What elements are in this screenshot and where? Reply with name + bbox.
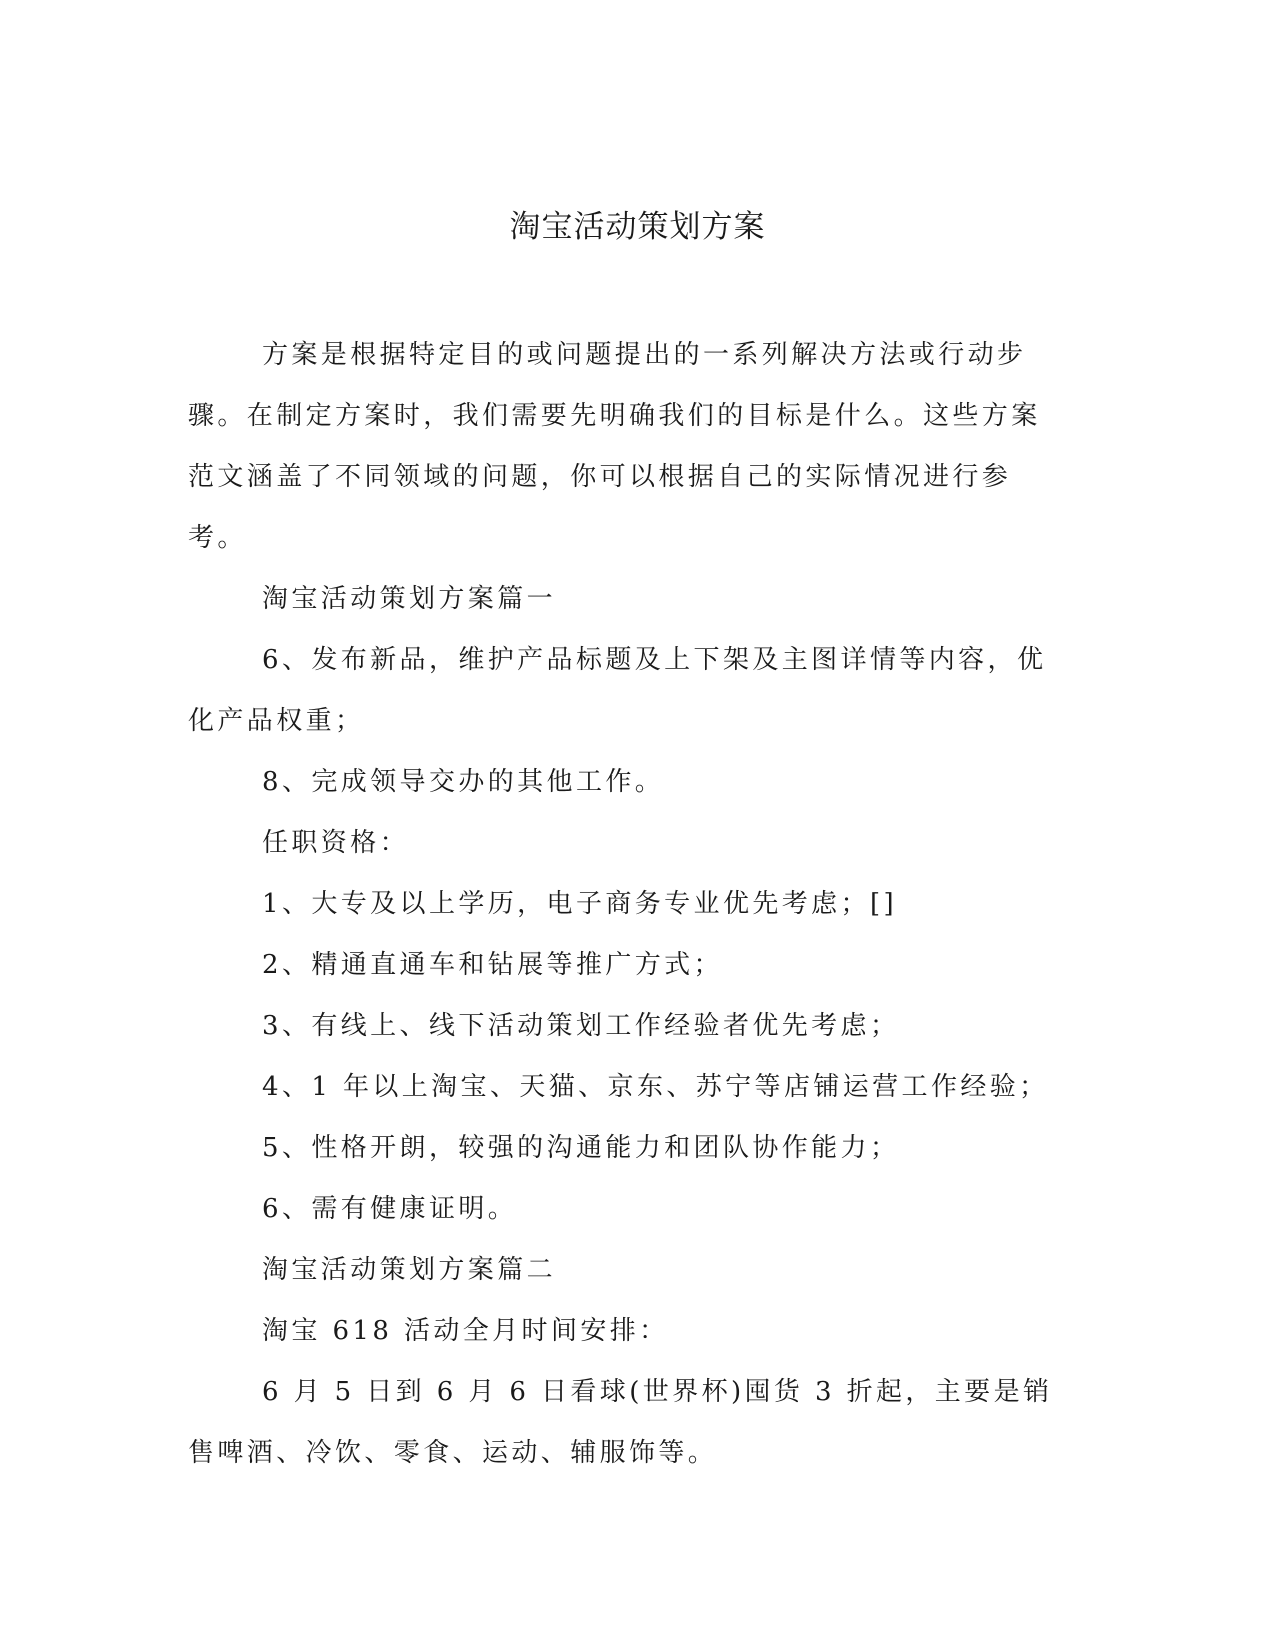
section-heading-part-one: 淘宝活动策划方案篇一 bbox=[262, 584, 557, 614]
paragraph-qualifications-heading: 任职资格： bbox=[262, 828, 410, 858]
paragraph-item: 5、性格开朗，较强的沟通能力和团队协作能力； bbox=[262, 1133, 900, 1163]
paragraph-item: 8、完成领导交办的其他工作。 bbox=[262, 767, 665, 797]
paragraph-item: 6、需有健康证明。 bbox=[262, 1194, 518, 1224]
document-title: 淘宝活动策划方案 bbox=[509, 209, 766, 245]
paragraph-item: 4、1 年以上淘宝、天猫、京东、苏宁等店铺运营工作经验； bbox=[262, 1072, 1049, 1102]
paragraph-item: 2、精通直通车和钻展等推广方式； bbox=[262, 950, 723, 980]
section-heading-part-two: 淘宝活动策划方案篇二 bbox=[262, 1255, 557, 1285]
paragraph-intro: 方案是根据特定目的或问题提出的一系列解决方法或行动步骤。在制定方案时，我们需要先明确我们的目标是什么。这些方案范文涵盖了不同领域的问题，你可以根据自己的实际情况进行参考。 bbox=[188, 340, 1041, 553]
paragraph-schedule-heading: 淘宝 618 活动全月时间安排： bbox=[262, 1316, 669, 1346]
paragraph-item: 1、大专及以上学历，电子商务专业优先考虑；[] bbox=[262, 889, 898, 919]
document-body bbox=[188, 325, 1068, 1484]
paragraph-item: 3、有线上、线下活动策划工作经验者优先考虑； bbox=[262, 1011, 900, 1041]
paragraph-schedule-item: 6 月 5 日到 6 月 6 日看球(世界杯)囤货 3 折起，主要是销售啤酒、冷饮、零食、运动、辅服饰等。 bbox=[188, 1377, 1053, 1468]
paragraph-item: 6、发布新品，维护产品标题及上下架及主图详情等内容，优化产品权重； bbox=[188, 645, 1047, 736]
